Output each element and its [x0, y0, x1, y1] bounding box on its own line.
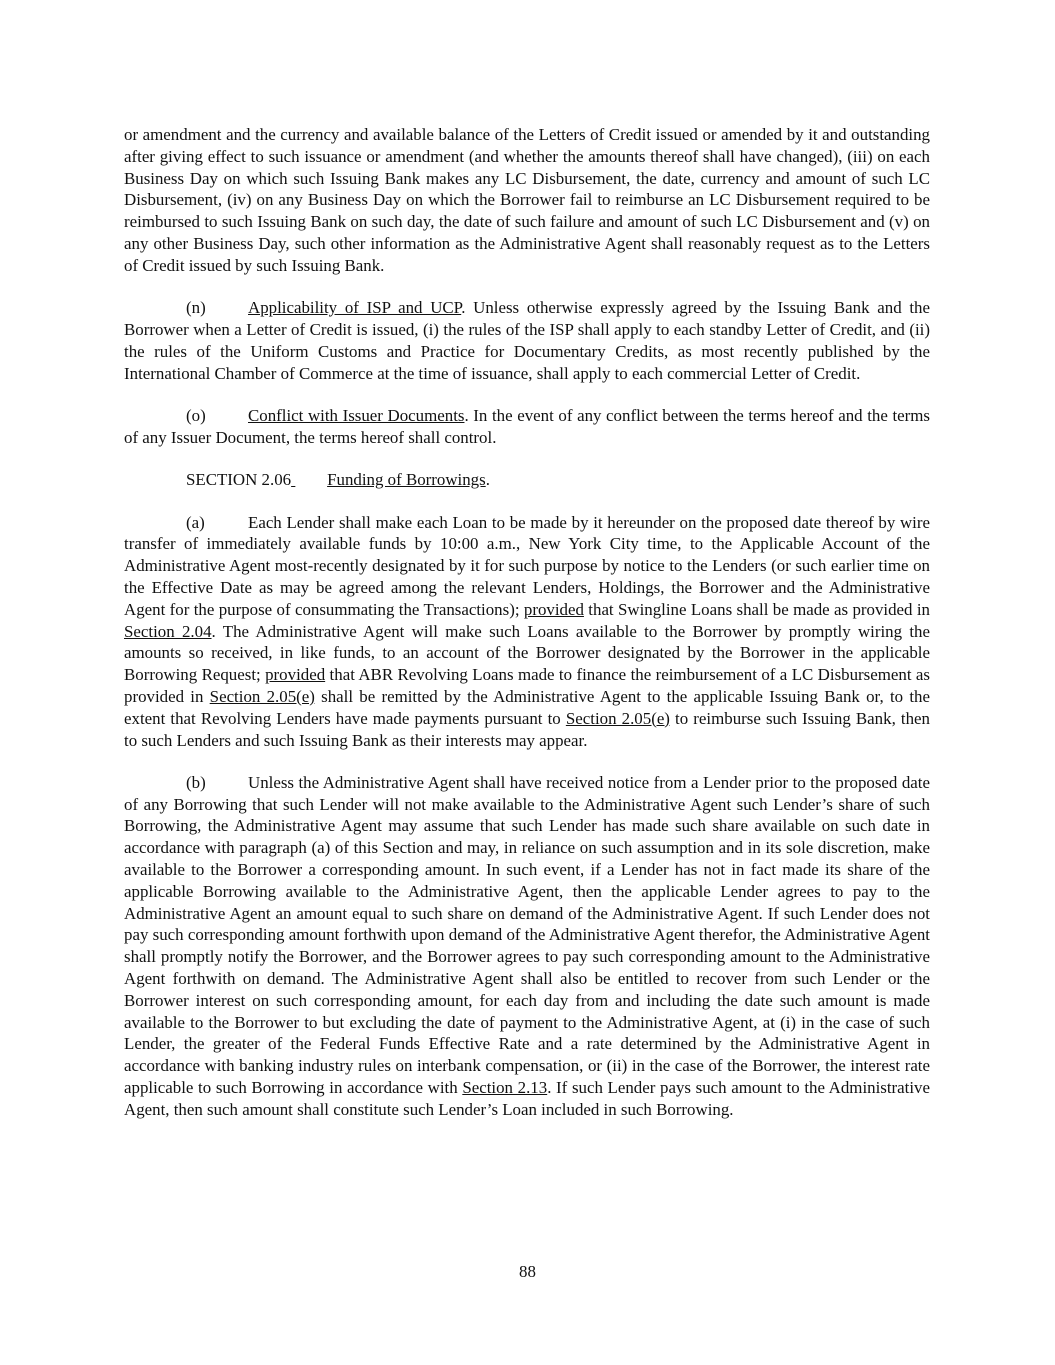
paragraph-label: (n)	[186, 298, 206, 318]
paragraph-a	[124, 512, 930, 752]
paragraph-text: to reimburse such Issuing Bank, then to such Lenders and such Issuing Bank as their interests may appear.	[124, 708, 930, 750]
paragraph-n	[124, 297, 930, 384]
section-spacer	[291, 469, 327, 491]
section-heading	[124, 469, 930, 491]
paragraph-heading: Conflict with Issuer Documents	[248, 405, 465, 425]
paragraph-continuation	[124, 124, 930, 277]
section-period: .	[485, 470, 490, 490]
paragraph-text: that Swingline Loans shall be made as provided in	[583, 599, 930, 619]
paragraph-label: (b)	[186, 772, 206, 792]
paragraph-text: Each Lender shall make each Loan to be made by it hereunder on the proposed date thereof by wire transfer of immediately available funds by 10:00 a.m., New York City time, to the Applicable Account of the Administrative Agent most-recently designated by it for such purpose by notice to the Lenders (or such earlier time on the Effective Date as may be agreed among the relevant Lenders, Holdings, the Borrower and the Administrative Agent for the purpose of consummating the Transactions);	[124, 512, 930, 619]
paragraph-text: shall be remitted by the Administrative Agent to the applicable Issuing Bank or, to the extent that Revolving Lenders have made payments pursuant to	[124, 686, 930, 728]
section-number: SECTION 2.06	[186, 470, 292, 490]
section-reference: Section 2.13	[462, 1078, 548, 1098]
paragraph-b	[124, 772, 930, 1121]
section-reference: Section 2.04	[124, 621, 212, 641]
section-reference: Section 2.05(e)	[209, 686, 315, 706]
paragraph-heading: Applicability of ISP and UCP	[248, 298, 462, 318]
section-title: Funding of Borrowings	[327, 470, 486, 490]
paragraph-text: or amendment and the currency and available balance of the Letters of Credit issued or amended by it and outstanding after giving effect to such issuance or amendment (and whether the amounts thereof shall have changed), (iii) on each Business Day on which such Issuing Bank makes any LC Disbursement, the date, currency and amount of such LC Disbursement, (iv) on any Business Day on which the Borrower fail to reimburse an LC Disbursement required to be reimbursed to such Issuing Bank on such day, the date of such failure and amount of such LC Disbursement and (v) on any other Business Day, such other information as the Administrative Agent shall reasonably request as to the Letters of Credit issued by such Issuing Bank.	[124, 125, 930, 275]
document-page	[124, 124, 930, 1141]
paragraph-text: that ABR Revolving Loans made to finance the reimbursement of a LC Disbursement as provided in	[124, 665, 930, 706]
page-number: 88	[519, 1262, 536, 1281]
paragraph-text: Unless the Administrative Agent shall have received notice from a Lender prior to the proposed date of any Borrowing that such Lender will not make available to the Administrative Agent such Lender’s share of such Borrowing, the Administrative Agent may assume that such Lender has made such share available on such date in accordance with paragraph (a) of this Section and may, in reliance on such assumption and in its sole discretion, make available to the Borrower a corresponding amount. In such event, if a Lender has not in fact made its share of the applicable Borrowing available to the Administrative Agent, then the applicable Lender agrees to pay to the Administrative Agent an amount equal to such share on demand of the Administrative Agent. If such Lender does not pay such corresponding amount forthwith upon demand of the Administrative Agent therefor, the Administrative Agent shall promptly notify the Borrower, and the Borrower agrees to pay such corresponding amount to the Administrative Agent forthwith on demand. The Administrative Agent shall also be entitled to recover from such Lender or the Borrower interest on such corresponding amount, for each day from and including the date such amount is made available to the Borrower to but excluding the date of payment to the Administrative Agent, at (i) in the case of such Lender, the greater of the Federal Funds Effective Rate and a rate determined by the Administrative Agent in accordance with banking industry rules on interbank compensation, or (ii) in the case of the Borrower, the interest rate applicable to such Borrowing in accordance with	[124, 772, 930, 1098]
provided-term: provided	[265, 665, 326, 685]
paragraph-text: . In the event of any conflict between the terms hereof and the terms of any Issuer Document, the terms hereof shall control.	[124, 405, 930, 447]
paragraph-text: . The Administrative Agent will make such Loans available to the Borrower by promptly wiring the amounts so received, in like funds, to an account of the Borrower designated by the Borrower in the applicable Borrowing Request;	[124, 621, 931, 685]
provided-term: provided	[523, 599, 584, 619]
section-reference: Section 2.05(e)	[565, 708, 670, 728]
paragraph-text: . Unless otherwise expressly agreed by the Issuing Bank and the Borrower when a Letter of Credit is issued, (i) the rules of the ISP shall apply to each standby Letter of Credit, and (ii) the rules of the Uniform Customs and Practice for Documentary Credits, as most recently published by the International Chamber of Commerce at the time of issuance, shall apply to each commercial Letter of Credit.	[124, 298, 930, 383]
paragraph-label: (o)	[186, 405, 206, 425]
paragraph-text: . If such Lender pays such amount to the Administrative Agent, then such amount shall constitute such Lender’s Loan included in such Borrowing.	[124, 1078, 930, 1119]
paragraph-label: (a)	[186, 512, 205, 532]
paragraph-o	[124, 405, 930, 449]
